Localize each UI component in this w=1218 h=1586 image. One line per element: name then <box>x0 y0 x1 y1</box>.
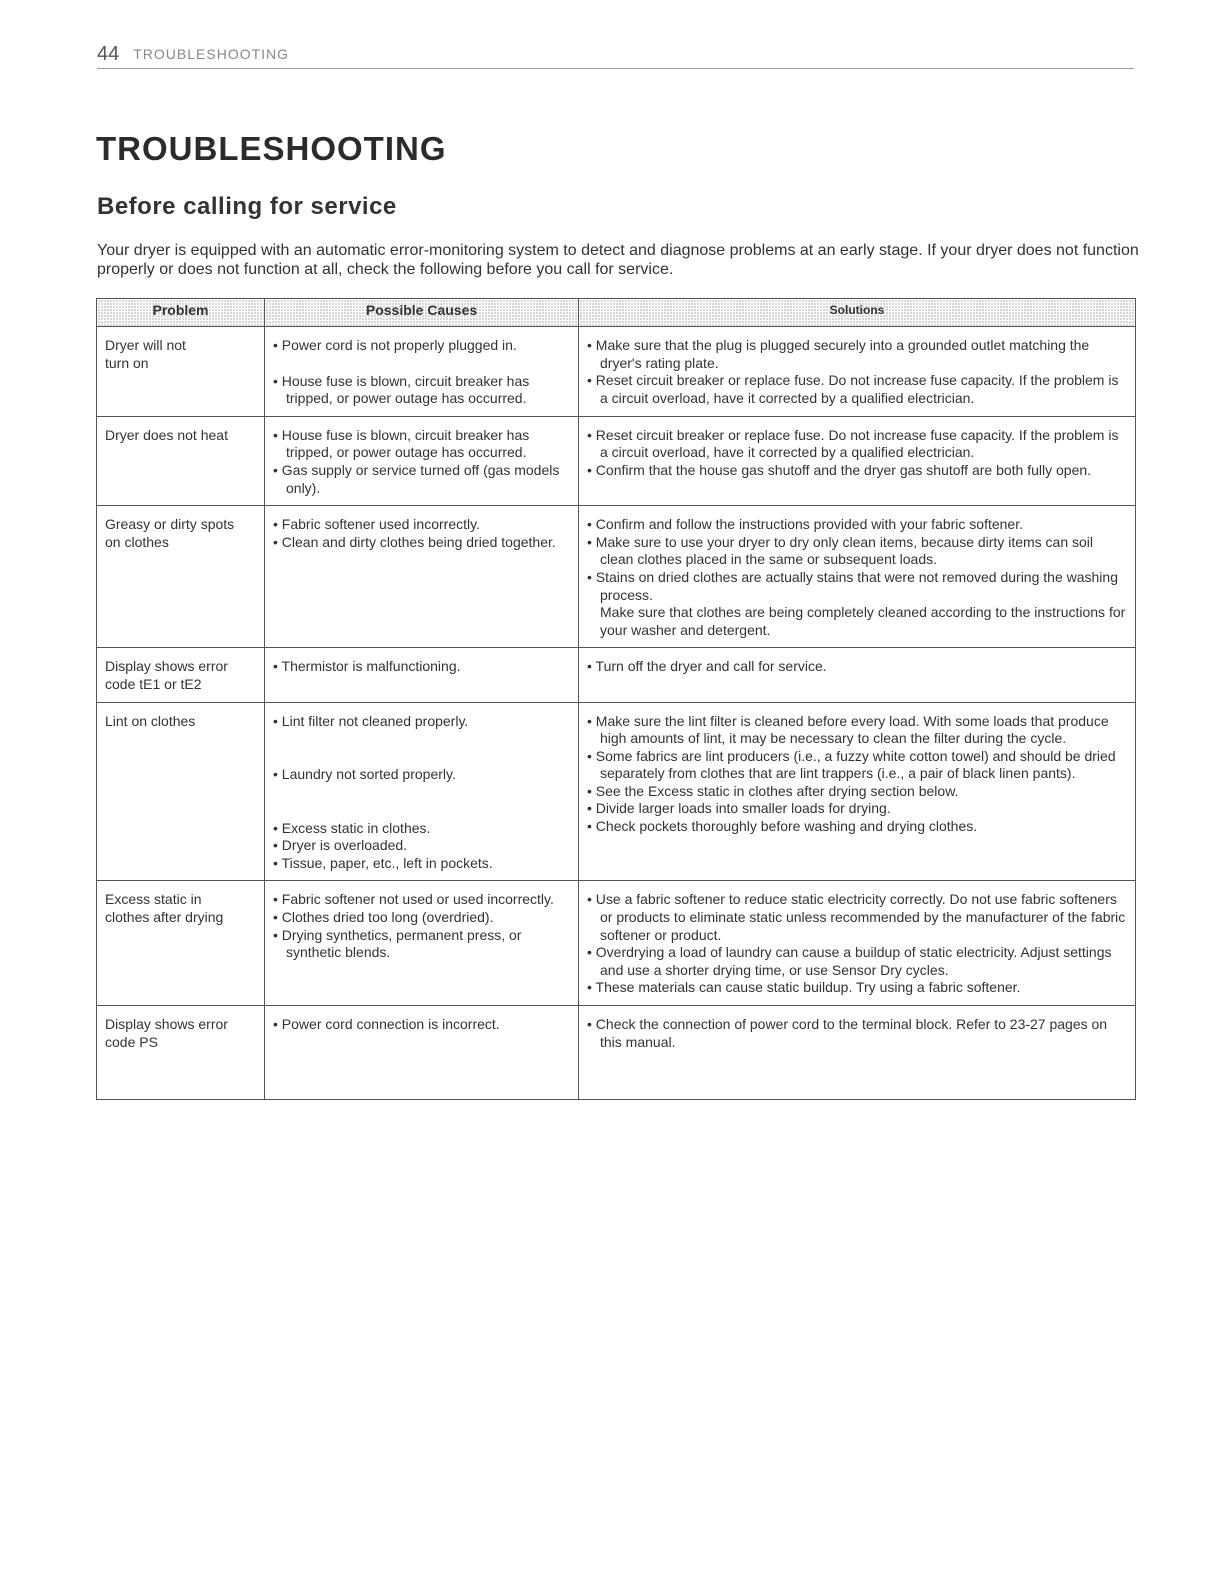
table-row <box>97 648 1136 702</box>
solution-item: • Check pockets thoroughly before washing and drying clothes. <box>587 818 1127 836</box>
problem-line: Dryer does not heat <box>105 426 228 443</box>
causes-cell <box>265 648 579 702</box>
causes-cell <box>265 702 579 881</box>
solution-item: • Use a fabric softener to reduce static electricity correctly. Do not use fabric softeners or products to eliminate static unless recommended by the manufacturer of the fabric softener or product. <box>587 891 1127 944</box>
section-subtitle: Before calling for service <box>97 193 397 220</box>
problem-line: code tE1 or tE2 <box>105 675 202 692</box>
problem-line: Display shows error <box>105 658 228 675</box>
section-label: TROUBLESHOOTING <box>133 46 290 62</box>
solution-item: • Check the connection of power cord to the terminal block. Refer to 23-27 pages on this manual. <box>587 1016 1127 1051</box>
problem-line: Lint on clothes <box>105 712 196 729</box>
solutions-cell <box>579 881 1136 1006</box>
table-row <box>97 702 1136 881</box>
page-title: TROUBLESHOOTING <box>96 130 447 167</box>
table-row <box>97 506 1136 648</box>
cause-item: • Tissue, paper, etc., left in pockets. <box>273 855 570 873</box>
solutions-cell <box>579 648 1136 702</box>
cause-item: • Fabric softener not used or used incorrectly. <box>273 891 570 909</box>
solution-item: • Reset circuit breaker or replace fuse. Do not increase fuse capacity. If the problem is a circuit overload, have it corrected by a qualified electrician. <box>587 372 1127 407</box>
solution-item: • Reset circuit breaker or replace fuse. Do not increase fuse capacity. If the problem is a circuit overload, have it corrected by a qualified electrician. <box>587 427 1127 462</box>
cause-item: • House fuse is blown, circuit breaker has tripped, or power outage has occurred. <box>273 373 570 408</box>
table-row <box>97 416 1136 505</box>
solution-item: • These materials can cause static buildup. Try using a fabric softener. <box>587 979 1127 997</box>
solutions-cell <box>579 327 1136 417</box>
cause-item: • Clothes dried too long (overdried). <box>273 909 570 927</box>
solution-note: Make sure that clothes are being completely cleaned according to the instructions for your washer and detergent. <box>600 604 1126 638</box>
problem-line: Display shows error <box>105 1016 228 1033</box>
table-row <box>97 327 1136 417</box>
troubleshooting-table <box>96 298 1136 1100</box>
solutions-cell <box>579 1006 1136 1100</box>
causes-cell <box>265 327 579 417</box>
cause-item: • Excess static in clothes. <box>273 820 570 838</box>
page-number: 44 <box>97 43 120 65</box>
solution-item: • Divide larger loads into smaller loads for drying. <box>587 800 1127 818</box>
cause-item: • House fuse is blown, circuit breaker has tripped, or power outage has occurred. <box>273 427 570 462</box>
table-row <box>97 1006 1136 1100</box>
problem-cell <box>97 702 265 881</box>
problem-line: Greasy or dirty spots <box>105 516 235 533</box>
solution-item: • Overdrying a load of laundry can cause a buildup of static electricity. Adjust settings and use a shorter drying time, or use Sensor Dry cycles. <box>587 944 1127 979</box>
cause-item: • Laundry not sorted properly. <box>273 766 570 784</box>
causes-cell <box>265 416 579 505</box>
table-header-row <box>97 299 1136 327</box>
cause-item: • Lint filter not cleaned properly. <box>273 713 570 731</box>
solution-item: • Make sure the lint filter is cleaned before every load. With some loads that produce high amounts of lint, it may be necessary to clean the filter during the cycle. <box>587 713 1127 748</box>
solution-item: • Turn off the dryer and call for service. <box>587 658 1127 676</box>
causes-cell <box>265 881 579 1006</box>
solution-item: • Some fabrics are lint producers (i.e., a fuzzy white cotton towel) and should be dried separately from clothes that are lint trappers (i.e., a pair of black linen pants). <box>587 748 1127 783</box>
cause-item: • Power cord connection is incorrect. <box>273 1016 570 1034</box>
cause-item: • Dryer is overloaded. <box>273 837 570 855</box>
cause-item: • Drying synthetics, permanent press, or synthetic blends. <box>273 927 570 962</box>
cause-item: • Gas supply or service turned off (gas models only). <box>273 462 570 497</box>
problem-line: Excess static in <box>105 891 202 908</box>
cause-item: • Power cord is not properly plugged in. <box>273 337 570 355</box>
solutions-cell <box>579 416 1136 505</box>
problem-line: Dryer will not <box>105 337 186 353</box>
problem-cell <box>97 881 265 1006</box>
solution-item: • Stains on dried clothes are actually stains that were not removed during the washing process. <box>587 569 1127 604</box>
solutions-cell <box>579 506 1136 648</box>
problem-line: clothes after drying <box>105 909 224 926</box>
problem-cell <box>97 506 265 648</box>
solution-item: • Confirm and follow the instructions provided with your fabric softener. <box>587 516 1127 534</box>
problem-cell <box>97 1006 265 1100</box>
problem-cell <box>97 416 265 505</box>
solution-item: • Make sure to use your dryer to dry only clean items, because dirty items can soil clean clothes placed in the same or subsequent loads. <box>587 534 1127 569</box>
problem-line: on clothes <box>105 533 169 550</box>
problem-line: code PS <box>105 1033 158 1050</box>
solution-item: • See the Excess static in clothes after drying section below. <box>587 783 1127 801</box>
column-header-solutions: Solutions <box>579 299 1136 327</box>
causes-cell <box>265 506 579 648</box>
problem-line: turn on <box>105 354 149 371</box>
running-header <box>97 44 1134 69</box>
causes-cell <box>265 1006 579 1100</box>
intro-paragraph: Your dryer is equipped with an automatic error-monitoring system to detect and diagnose problems at an early stage. If your dryer does not function properly or does not function at all, check the following before you call for service. <box>97 242 1139 278</box>
cause-item: • Thermistor is malfunctioning. <box>273 658 570 676</box>
cause-item: • Fabric softener used incorrectly. <box>273 516 570 534</box>
cause-item: • Clean and dirty clothes being dried together. <box>273 534 570 552</box>
solutions-cell <box>579 702 1136 881</box>
problem-cell <box>97 327 265 417</box>
problem-cell <box>97 648 265 702</box>
table-row <box>97 881 1136 1006</box>
column-header-causes: Possible Causes <box>265 299 579 327</box>
column-header-problem: Problem <box>97 299 265 327</box>
solution-item: • Confirm that the house gas shutoff and the dryer gas shutoff are both fully open. <box>587 462 1127 480</box>
solution-item: • Make sure that the plug is plugged securely into a grounded outlet matching the dryer's rating plate. <box>587 337 1127 372</box>
